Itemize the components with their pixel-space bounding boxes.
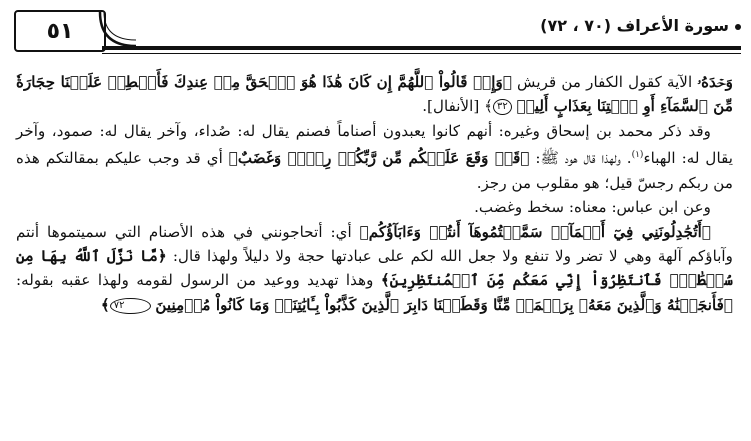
commentary-text: وعن ابن عباس: معناه: سخط وغضب. <box>474 198 711 217</box>
commentary-text: وقد ذكر محمد بن إسحاق وغيره: أنهم كانوا يعبدون أصناماً فصنم يقال له: صُداء، وآخر يقال له: صمود، وآخر يقال له: الهباء <box>16 121 733 168</box>
paragraph-2 <box>16 119 733 195</box>
commentary-text: أي: أتحاجونني في هذه الأصنام التي سميتموها أنتم وآباؤكم آلهة وهي لا تضر ولا تنفع ولا جعل الله لكم على عبادتها حجة ولا دليلاً ولهذا قال: <box>16 222 733 265</box>
quran-verse: ﴿وَإِذۡ قَالُواْ ٱللَّهُمَّ إِن كَانَ هَٰذَا هُوَ ٱلۡحَقَّ مِنۡ عِندِكَ فَأَمۡطِرۡ عَلَيۡنَا حِجَارَةٗ مِّنَ ٱلسَّمَآءِ أَوِ ٱئۡتِنَا بِعَذَابٍ أَلِيمٖ <box>16 73 733 116</box>
quran-verse: ﴿فَأَنجَيۡنَٰهُ وَٱلَّذِينَ مَعَهُۥ بِرَحۡمَةٖ مِّنَّا وَقَطَعۡنَا دَابِرَ ٱلَّذِينَ كَذَّبُواْ بِـَٔايَٰتِنَاۖ وَمَا كَانُواْ مُؤۡمِنِينَ <box>155 295 733 314</box>
header-rule-thin <box>102 53 741 54</box>
paragraph-1 <box>16 70 733 119</box>
commentary-text: . ولهذا قال هود ﷺ: <box>529 149 632 168</box>
quran-verse: ﴿قَدۡ وَقَعَ عَلَيۡكُم مِّن رَّبِّكُمۡ رِجۡسٞ وَغَضَبٌ﴾ <box>228 149 530 168</box>
quran-fragment: وَحۡدَهُۥ <box>697 73 733 91</box>
commentary-text: الآية كقول الكفار من قريش <box>511 73 698 91</box>
ayah-number-icon: ٣٢ <box>493 99 512 115</box>
quran-verse: ﴿أَتُجَٰدِلُونَنِي فِيٓ أَسۡمَآءٖ سَمَّيۡتُمُوهَآ أَنتُمۡ وَءَابَآؤُكُم﴾ <box>359 222 712 241</box>
paragraph-3 <box>16 195 733 219</box>
ayah-number-icon: ٧٢ <box>110 298 151 314</box>
surah-title-text: سورة الأعراف (٧٠ ، ٧٢) <box>540 16 729 35</box>
commentary-text: أي قد وجب عليكم بمقالتكم هذه من ربكم رجسّ قيل؛ هو مقلوب من رجز. <box>16 149 733 192</box>
body-text <box>16 70 733 317</box>
bullet-icon <box>735 24 741 30</box>
paragraph-4 <box>16 220 733 318</box>
quran-verse: ﴿مَّا نَزَّلَ ٱللَّهُ بِهَا مِن سُلۡطَٰنٖۚ فَٱنتَظِرُوٓاْ إِنِّي مَعَكُم مِّنَ ٱلۡمُنتَظِرِينَ﴾ <box>16 246 733 290</box>
verse-reference: ﴾ [الأنفال]. <box>422 97 494 116</box>
page-header <box>14 10 741 56</box>
page-number <box>14 10 106 52</box>
quran-bracket: ﴾ <box>100 295 110 314</box>
surah-title <box>540 16 741 35</box>
page-number-text: ٥١ <box>46 18 74 44</box>
header-rule-thick <box>102 46 741 50</box>
commentary-text: وهذا تهديد ووعيد من الرسول لقومه ولهذا عقبه بقوله: <box>16 271 381 290</box>
footnote-marker: (١) <box>631 150 644 161</box>
